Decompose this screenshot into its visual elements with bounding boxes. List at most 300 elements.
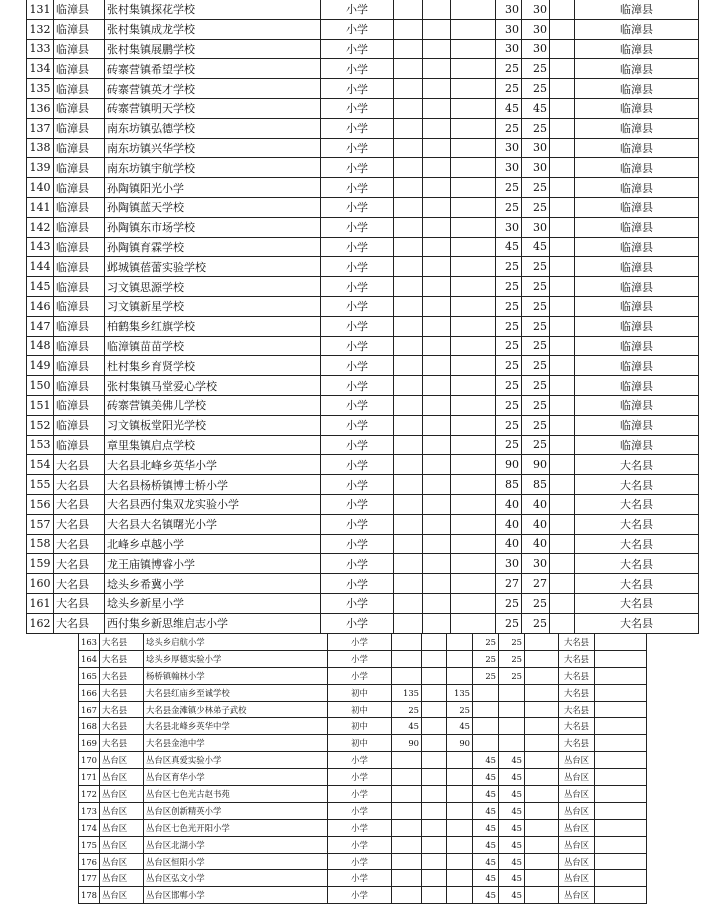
cell-enroll-c	[451, 613, 496, 633]
cell-enroll-d: 45	[473, 786, 499, 803]
cell-school-name: 习文镇板堂阳光学校	[105, 415, 321, 435]
cell-seq: 172	[79, 786, 100, 803]
cell-enroll-b	[423, 554, 451, 574]
cell-enroll-b	[423, 138, 451, 158]
cell-enroll-f	[550, 19, 575, 39]
cell-level: 小学	[321, 118, 394, 138]
cell-enroll-a	[392, 752, 422, 769]
cell-school-name: 孙陶镇阳光小学	[105, 178, 321, 198]
cell-district: 临漳县	[54, 19, 105, 39]
table-row	[79, 870, 647, 887]
cell-enroll-e: 40	[522, 534, 550, 554]
cell-seq: 139	[27, 158, 54, 178]
table-row	[27, 316, 699, 336]
cell-enroll-d: 45	[473, 819, 499, 836]
table-row	[27, 257, 699, 277]
cell-school-name: 埝头乡新星小学	[105, 593, 321, 613]
cell-enroll-d: 90	[496, 455, 522, 475]
cell-school-name: 张村集镇马堂爱心学校	[105, 376, 321, 396]
cell-extra	[595, 752, 647, 769]
cell-enroll-b	[422, 870, 447, 887]
cell-enroll-c	[447, 836, 473, 853]
cell-level: 小学	[328, 802, 392, 819]
cell-school-name: 章里集镇启点学校	[105, 435, 321, 455]
cell-seq: 133	[27, 39, 54, 59]
cell-level: 小学	[321, 98, 394, 118]
cell-region: 临漳县	[575, 277, 699, 297]
cell-extra	[595, 650, 647, 667]
cell-level: 小学	[328, 786, 392, 803]
cell-extra	[595, 802, 647, 819]
cell-school-name: 丛台区邯郸小学	[144, 887, 328, 904]
cell-region: 大名县	[559, 634, 595, 651]
table-row	[27, 178, 699, 198]
table-row	[27, 455, 699, 475]
cell-seq: 149	[27, 356, 54, 376]
cell-enroll-e: 25	[522, 296, 550, 316]
cell-seq: 158	[27, 534, 54, 554]
cell-enroll-e: 45	[499, 836, 525, 853]
cell-enroll-f	[550, 277, 575, 297]
cell-district: 大名县	[54, 534, 105, 554]
cell-enroll-a	[392, 887, 422, 904]
cell-level: 小学	[321, 237, 394, 257]
cell-extra	[595, 870, 647, 887]
cell-enroll-b	[423, 79, 451, 99]
cell-level: 小学	[321, 613, 394, 633]
table-row	[79, 650, 647, 667]
cell-seq: 168	[79, 718, 100, 735]
cell-seq: 161	[27, 593, 54, 613]
cell-enroll-c	[451, 217, 496, 237]
cell-enroll-a	[394, 475, 423, 495]
cell-district: 临漳县	[54, 79, 105, 99]
cell-seq: 175	[79, 836, 100, 853]
cell-enroll-c	[451, 0, 496, 19]
cell-enroll-b	[423, 59, 451, 79]
table-row	[79, 718, 647, 735]
cell-enroll-e: 25	[522, 376, 550, 396]
cell-enroll-c: 25	[447, 701, 473, 718]
cell-extra	[595, 718, 647, 735]
cell-seq: 131	[27, 0, 54, 19]
cell-enroll-d: 25	[496, 435, 522, 455]
cell-enroll-e: 45	[499, 853, 525, 870]
table-row	[27, 138, 699, 158]
cell-region: 大名县	[559, 701, 595, 718]
cell-enroll-f	[550, 158, 575, 178]
cell-enroll-b	[423, 39, 451, 59]
cell-seq: 178	[79, 887, 100, 904]
cell-enroll-c	[451, 98, 496, 118]
cell-enroll-b	[423, 455, 451, 475]
cell-district: 丛台区	[100, 870, 144, 887]
cell-school-name: 习文镇新星学校	[105, 296, 321, 316]
table-row	[27, 39, 699, 59]
cell-enroll-a	[392, 819, 422, 836]
cell-level: 小学	[328, 836, 392, 853]
cell-enroll-b	[423, 158, 451, 178]
cell-level: 小学	[321, 514, 394, 534]
cell-enroll-d: 45	[473, 752, 499, 769]
cell-region: 临漳县	[575, 98, 699, 118]
cell-enroll-e: 90	[522, 455, 550, 475]
cell-region: 临漳县	[575, 356, 699, 376]
cell-enroll-c	[451, 574, 496, 594]
cell-enroll-f	[550, 356, 575, 376]
cell-enroll-b	[423, 574, 451, 594]
cell-enroll-d: 45	[473, 870, 499, 887]
cell-district: 临漳县	[54, 257, 105, 277]
cell-enroll-c	[451, 336, 496, 356]
cell-enroll-f	[525, 887, 559, 904]
cell-extra	[595, 819, 647, 836]
cell-enroll-b	[423, 0, 451, 19]
cell-seq: 174	[79, 819, 100, 836]
cell-enroll-e: 25	[522, 178, 550, 198]
cell-enroll-a	[394, 178, 423, 198]
cell-enroll-e: 30	[522, 138, 550, 158]
cell-enroll-e: 25	[522, 415, 550, 435]
cell-enroll-c	[451, 514, 496, 534]
cell-seq: 155	[27, 475, 54, 495]
cell-enroll-a	[394, 197, 423, 217]
cell-enroll-f	[550, 79, 575, 99]
cell-region: 临漳县	[575, 79, 699, 99]
cell-enroll-c	[447, 870, 473, 887]
cell-level: 小学	[321, 395, 394, 415]
cell-district: 大名县	[100, 718, 144, 735]
cell-seq: 147	[27, 316, 54, 336]
cell-district: 大名县	[100, 684, 144, 701]
cell-enroll-c	[451, 435, 496, 455]
cell-enroll-c	[451, 237, 496, 257]
cell-school-name: 大名县大名镇曙光小学	[105, 514, 321, 534]
cell-level: 小学	[328, 752, 392, 769]
cell-enroll-e: 25	[522, 118, 550, 138]
cell-enroll-f	[550, 593, 575, 613]
cell-enroll-f	[550, 613, 575, 633]
cell-school-name: 丛台区真爱实验小学	[144, 752, 328, 769]
cell-district: 丛台区	[100, 836, 144, 853]
table-row	[79, 752, 647, 769]
cell-school-name: 丛台区七色光古赵书苑	[144, 786, 328, 803]
cell-enroll-a	[394, 237, 423, 257]
cell-enroll-e: 25	[522, 356, 550, 376]
cell-enroll-f	[550, 296, 575, 316]
cell-enroll-e: 25	[499, 634, 525, 651]
cell-region: 丛台区	[559, 752, 595, 769]
cell-school-name: 孙陶镇蓝天学校	[105, 197, 321, 217]
cell-enroll-a	[394, 415, 423, 435]
cell-school-name: 埝头乡启航小学	[144, 634, 328, 651]
cell-enroll-d: 30	[496, 19, 522, 39]
cell-enroll-d: 85	[496, 475, 522, 495]
cell-enroll-b	[422, 769, 447, 786]
cell-enroll-a	[392, 667, 422, 684]
cell-level: 小学	[328, 853, 392, 870]
cell-school-name: 习文镇思源学校	[105, 277, 321, 297]
cell-region: 临漳县	[575, 336, 699, 356]
table-row	[27, 494, 699, 514]
cell-enroll-f	[525, 667, 559, 684]
cell-seq: 135	[27, 79, 54, 99]
cell-extra	[595, 701, 647, 718]
cell-school-name: 邺城镇蓓蕾实验学校	[105, 257, 321, 277]
cell-school-name: 张村集镇成龙学校	[105, 19, 321, 39]
cell-enroll-b	[423, 217, 451, 237]
cell-region: 临漳县	[575, 257, 699, 277]
cell-region: 丛台区	[559, 887, 595, 904]
cell-level: 小学	[321, 197, 394, 217]
cell-enroll-f	[525, 769, 559, 786]
table-row	[27, 197, 699, 217]
table-row	[27, 19, 699, 39]
cell-enroll-b	[423, 395, 451, 415]
cell-enroll-a	[392, 769, 422, 786]
cell-region: 大名县	[575, 494, 699, 514]
cell-enroll-e	[499, 718, 525, 735]
cell-enroll-f	[550, 494, 575, 514]
cell-enroll-f	[550, 415, 575, 435]
cell-enroll-c	[451, 455, 496, 475]
cell-region: 临漳县	[575, 39, 699, 59]
table-row	[27, 356, 699, 376]
cell-enroll-f	[525, 735, 559, 752]
table-row	[27, 59, 699, 79]
cell-district: 临漳县	[54, 395, 105, 415]
table-row	[27, 277, 699, 297]
cell-region: 临漳县	[575, 316, 699, 336]
cell-enroll-a	[394, 356, 423, 376]
cell-level: 小学	[321, 178, 394, 198]
cell-enroll-f	[550, 39, 575, 59]
cell-extra	[595, 853, 647, 870]
cell-enroll-f	[525, 870, 559, 887]
cell-region: 临漳县	[575, 158, 699, 178]
cell-seq: 136	[27, 98, 54, 118]
cell-enroll-f	[550, 257, 575, 277]
cell-extra	[595, 667, 647, 684]
cell-school-name: 南东坊镇宇航学校	[105, 158, 321, 178]
cell-extra	[595, 786, 647, 803]
cell-region: 丛台区	[559, 853, 595, 870]
cell-enroll-b	[422, 634, 447, 651]
cell-district: 丛台区	[100, 853, 144, 870]
cell-region: 大名县	[575, 455, 699, 475]
cell-enroll-a	[394, 395, 423, 415]
cell-region: 大名县	[559, 718, 595, 735]
cell-enroll-d	[473, 718, 499, 735]
cell-district: 丛台区	[100, 802, 144, 819]
cell-seq: 170	[79, 752, 100, 769]
cell-enroll-a	[394, 217, 423, 237]
cell-level: 小学	[321, 336, 394, 356]
cell-level: 小学	[321, 39, 394, 59]
table-row	[27, 336, 699, 356]
cell-school-name: 砖寨营镇美佛儿学校	[105, 395, 321, 415]
cell-enroll-c	[451, 197, 496, 217]
cell-seq: 134	[27, 59, 54, 79]
cell-school-name: 丛台区恒阳小学	[144, 853, 328, 870]
cell-district: 临漳县	[54, 336, 105, 356]
cell-level: 小学	[321, 415, 394, 435]
cell-enroll-a	[394, 158, 423, 178]
cell-school-name: 南东坊镇弘德学校	[105, 118, 321, 138]
cell-seq: 165	[79, 667, 100, 684]
table-row	[79, 786, 647, 803]
cell-enroll-d: 45	[496, 237, 522, 257]
cell-enroll-c	[451, 158, 496, 178]
cell-enroll-c	[447, 752, 473, 769]
cell-enroll-d: 40	[496, 514, 522, 534]
cell-enroll-f	[525, 819, 559, 836]
cell-level: 小学	[321, 494, 394, 514]
cell-enroll-b	[423, 277, 451, 297]
cell-extra	[595, 735, 647, 752]
cell-level: 小学	[328, 769, 392, 786]
cell-region: 丛台区	[559, 769, 595, 786]
cell-district: 临漳县	[54, 0, 105, 19]
cell-seq: 145	[27, 277, 54, 297]
table-row	[79, 634, 647, 651]
cell-seq: 150	[27, 376, 54, 396]
cell-district: 临漳县	[54, 277, 105, 297]
cell-enroll-c	[447, 769, 473, 786]
cell-enroll-c	[451, 296, 496, 316]
cell-enroll-c	[451, 534, 496, 554]
cell-level: 小学	[321, 455, 394, 475]
cell-enroll-e: 45	[499, 802, 525, 819]
cell-district: 大名县	[100, 650, 144, 667]
cell-school-name: 孙陶镇东市场学校	[105, 217, 321, 237]
cell-region: 临漳县	[575, 296, 699, 316]
cell-seq: 142	[27, 217, 54, 237]
cell-enroll-d	[473, 735, 499, 752]
cell-enroll-b	[423, 296, 451, 316]
cell-school-name: 南东坊镇兴华学校	[105, 138, 321, 158]
cell-enroll-c	[451, 415, 496, 435]
cell-enroll-a	[394, 613, 423, 633]
cell-enroll-a	[392, 650, 422, 667]
cell-enroll-a	[394, 19, 423, 39]
cell-enroll-c	[447, 667, 473, 684]
cell-enroll-e: 45	[499, 819, 525, 836]
cell-district: 临漳县	[54, 237, 105, 257]
cell-seq: 157	[27, 514, 54, 534]
cell-enroll-d: 45	[496, 98, 522, 118]
table-row	[27, 554, 699, 574]
cell-level: 小学	[328, 887, 392, 904]
table-row	[79, 853, 647, 870]
cell-enroll-e: 45	[522, 98, 550, 118]
cell-region: 大名县	[575, 554, 699, 574]
cell-district: 临漳县	[54, 138, 105, 158]
table-row	[27, 534, 699, 554]
cell-enroll-b	[423, 415, 451, 435]
table-row	[27, 613, 699, 633]
cell-enroll-e: 25	[522, 79, 550, 99]
cell-enroll-e	[499, 735, 525, 752]
cell-school-name: 北峰乡卓越小学	[105, 534, 321, 554]
cell-region: 临漳县	[575, 237, 699, 257]
cell-enroll-a	[394, 296, 423, 316]
cell-district: 大名县	[54, 554, 105, 574]
cell-region: 临漳县	[575, 0, 699, 19]
cell-enroll-f	[550, 514, 575, 534]
cell-enroll-d: 25	[496, 613, 522, 633]
table-row	[79, 735, 647, 752]
cell-enroll-d: 30	[496, 138, 522, 158]
cell-level: 小学	[328, 819, 392, 836]
cell-enroll-c	[451, 138, 496, 158]
cell-enroll-a	[394, 376, 423, 396]
cell-enroll-a	[394, 39, 423, 59]
cell-district: 临漳县	[54, 296, 105, 316]
cell-enroll-a: 135	[392, 684, 422, 701]
cell-enroll-d: 25	[496, 79, 522, 99]
cell-district: 临漳县	[54, 376, 105, 396]
cell-school-name: 丛台区北湖小学	[144, 836, 328, 853]
cell-enroll-e: 45	[499, 786, 525, 803]
cell-enroll-d: 25	[496, 316, 522, 336]
cell-enroll-b	[422, 735, 447, 752]
cell-enroll-e: 25	[522, 277, 550, 297]
cell-district: 临漳县	[54, 178, 105, 198]
cell-enroll-a	[392, 853, 422, 870]
cell-district: 大名县	[54, 475, 105, 495]
cell-enroll-f	[525, 701, 559, 718]
cell-enroll-e	[499, 684, 525, 701]
cell-seq: 141	[27, 197, 54, 217]
cell-school-name: 龙王庙镇博睿小学	[105, 554, 321, 574]
cell-seq: 144	[27, 257, 54, 277]
cell-school-name: 大名县西付集双龙实验小学	[105, 494, 321, 514]
cell-seq: 166	[79, 684, 100, 701]
cell-enroll-f	[550, 178, 575, 198]
cell-region: 大名县	[559, 667, 595, 684]
cell-enroll-a	[392, 802, 422, 819]
cell-level: 小学	[321, 475, 394, 495]
cell-enroll-d: 40	[496, 494, 522, 514]
cell-enroll-b	[423, 435, 451, 455]
cell-enroll-c	[451, 475, 496, 495]
cell-enroll-e: 25	[522, 435, 550, 455]
cell-enroll-b	[423, 494, 451, 514]
cell-enroll-d: 25	[496, 178, 522, 198]
cell-district: 大名县	[100, 735, 144, 752]
cell-region: 大名县	[575, 534, 699, 554]
cell-district: 临漳县	[54, 158, 105, 178]
cell-enroll-d	[473, 701, 499, 718]
cell-extra	[595, 836, 647, 853]
cell-enroll-c	[451, 316, 496, 336]
cell-region: 临漳县	[575, 376, 699, 396]
cell-enroll-e: 25	[522, 395, 550, 415]
cell-enroll-c	[451, 118, 496, 138]
cell-enroll-a	[392, 836, 422, 853]
cell-enroll-a	[394, 0, 423, 19]
cell-school-name: 杜村集乡育贤学校	[105, 356, 321, 376]
cell-level: 初中	[328, 701, 392, 718]
table-row	[79, 769, 647, 786]
cell-enroll-b	[422, 786, 447, 803]
cell-enroll-f	[550, 336, 575, 356]
table-row	[79, 684, 647, 701]
cell-seq: 138	[27, 138, 54, 158]
cell-seq: 156	[27, 494, 54, 514]
cell-level: 小学	[321, 296, 394, 316]
